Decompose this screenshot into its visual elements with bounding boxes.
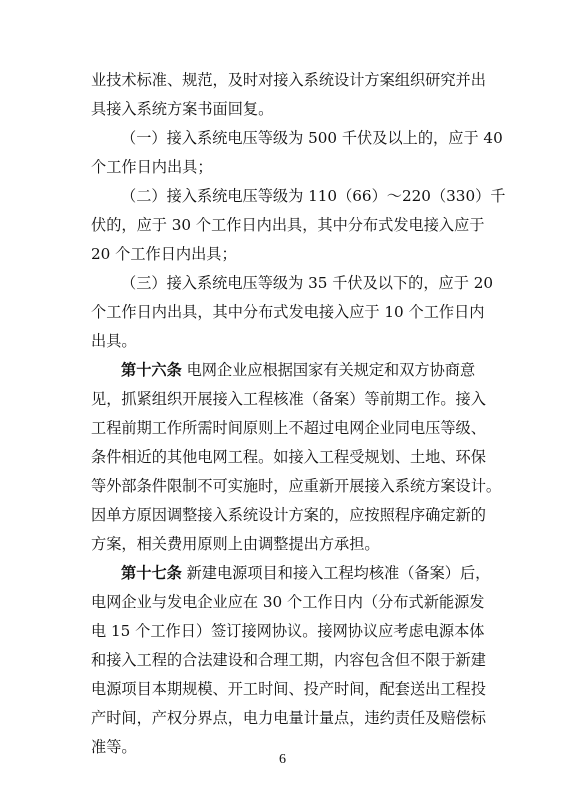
text-line: 产时间，产权分界点，电力电量计量点，违约责任及赔偿标 xyxy=(91,709,486,727)
text-line: 方案，相关费用原则上由调整提出方承担。 xyxy=(91,535,380,553)
text-line: 工程前期工作所需时间原则上不超过电网企业同电压等级、 xyxy=(91,419,486,437)
text-line: 具接入系统方案书面回复。 xyxy=(91,100,274,118)
text-line: 条件相近的其他电网工程。如接入工程受规划、土地、环保 xyxy=(91,448,486,466)
text-line: 电 15 个工作日）签订接网协议。接网协议应考虑电源本体 xyxy=(91,622,485,640)
text-line: 出具。 xyxy=(91,332,137,350)
text-line: 准等。 xyxy=(91,738,137,756)
text-line: 个工作日内出具，其中分布式发电接入应于 10 个工作日内 xyxy=(91,303,485,321)
text-line: 等外部条件限制不可实施时，应重新开展接入系统方案设计。 xyxy=(91,477,502,495)
text-line: 电网企业与发电企业应在 30 个工作日内（分布式新能源发 xyxy=(91,593,485,611)
text-line: 个工作日内出具； xyxy=(91,158,213,176)
text-line: 因单方原因调整接入系统设计方案的，应按照程序确定新的 xyxy=(91,506,486,524)
text-line: 20 个工作日内出具； xyxy=(91,245,237,263)
article-16-label: 第十六条 xyxy=(121,361,182,379)
article-16-first-line xyxy=(121,359,475,381)
text-line: 见，抓紧组织开展接入工程核准（备案）等前期工作。接入 xyxy=(91,390,486,408)
text-line: 伏的，应于 30 个工作日内出具，其中分布式发电接入应于 xyxy=(91,216,485,234)
text-line: 和接入工程的合法建设和合理工期，内容包含但不限于新建 xyxy=(91,651,486,669)
text-line: （三）接入系统电压等级为 35 千伏及以下的，应于 20 xyxy=(121,274,494,292)
text-line: 业技术标准、规范，及时对接入系统设计方案组织研究并出 xyxy=(91,71,486,89)
article-17-first-line xyxy=(121,562,490,584)
page-number: 6 xyxy=(279,752,286,767)
article-17-label: 第十七条 xyxy=(121,564,182,582)
text-line: （一）接入系统电压等级为 500 千伏及以上的，应于 40 xyxy=(121,129,503,147)
article-17-text: 新建电源项目和接入工程均核准（备案）后， xyxy=(181,564,491,582)
article-16-text: 电网企业应根据国家有关规定和双方协商意 xyxy=(181,361,476,379)
text-line: （二）接入系统电压等级为 110（66）～220（330）千 xyxy=(121,187,506,205)
text-line: 电源项目本期规模、开工时间、投产时间，配套送出工程投 xyxy=(91,680,486,698)
